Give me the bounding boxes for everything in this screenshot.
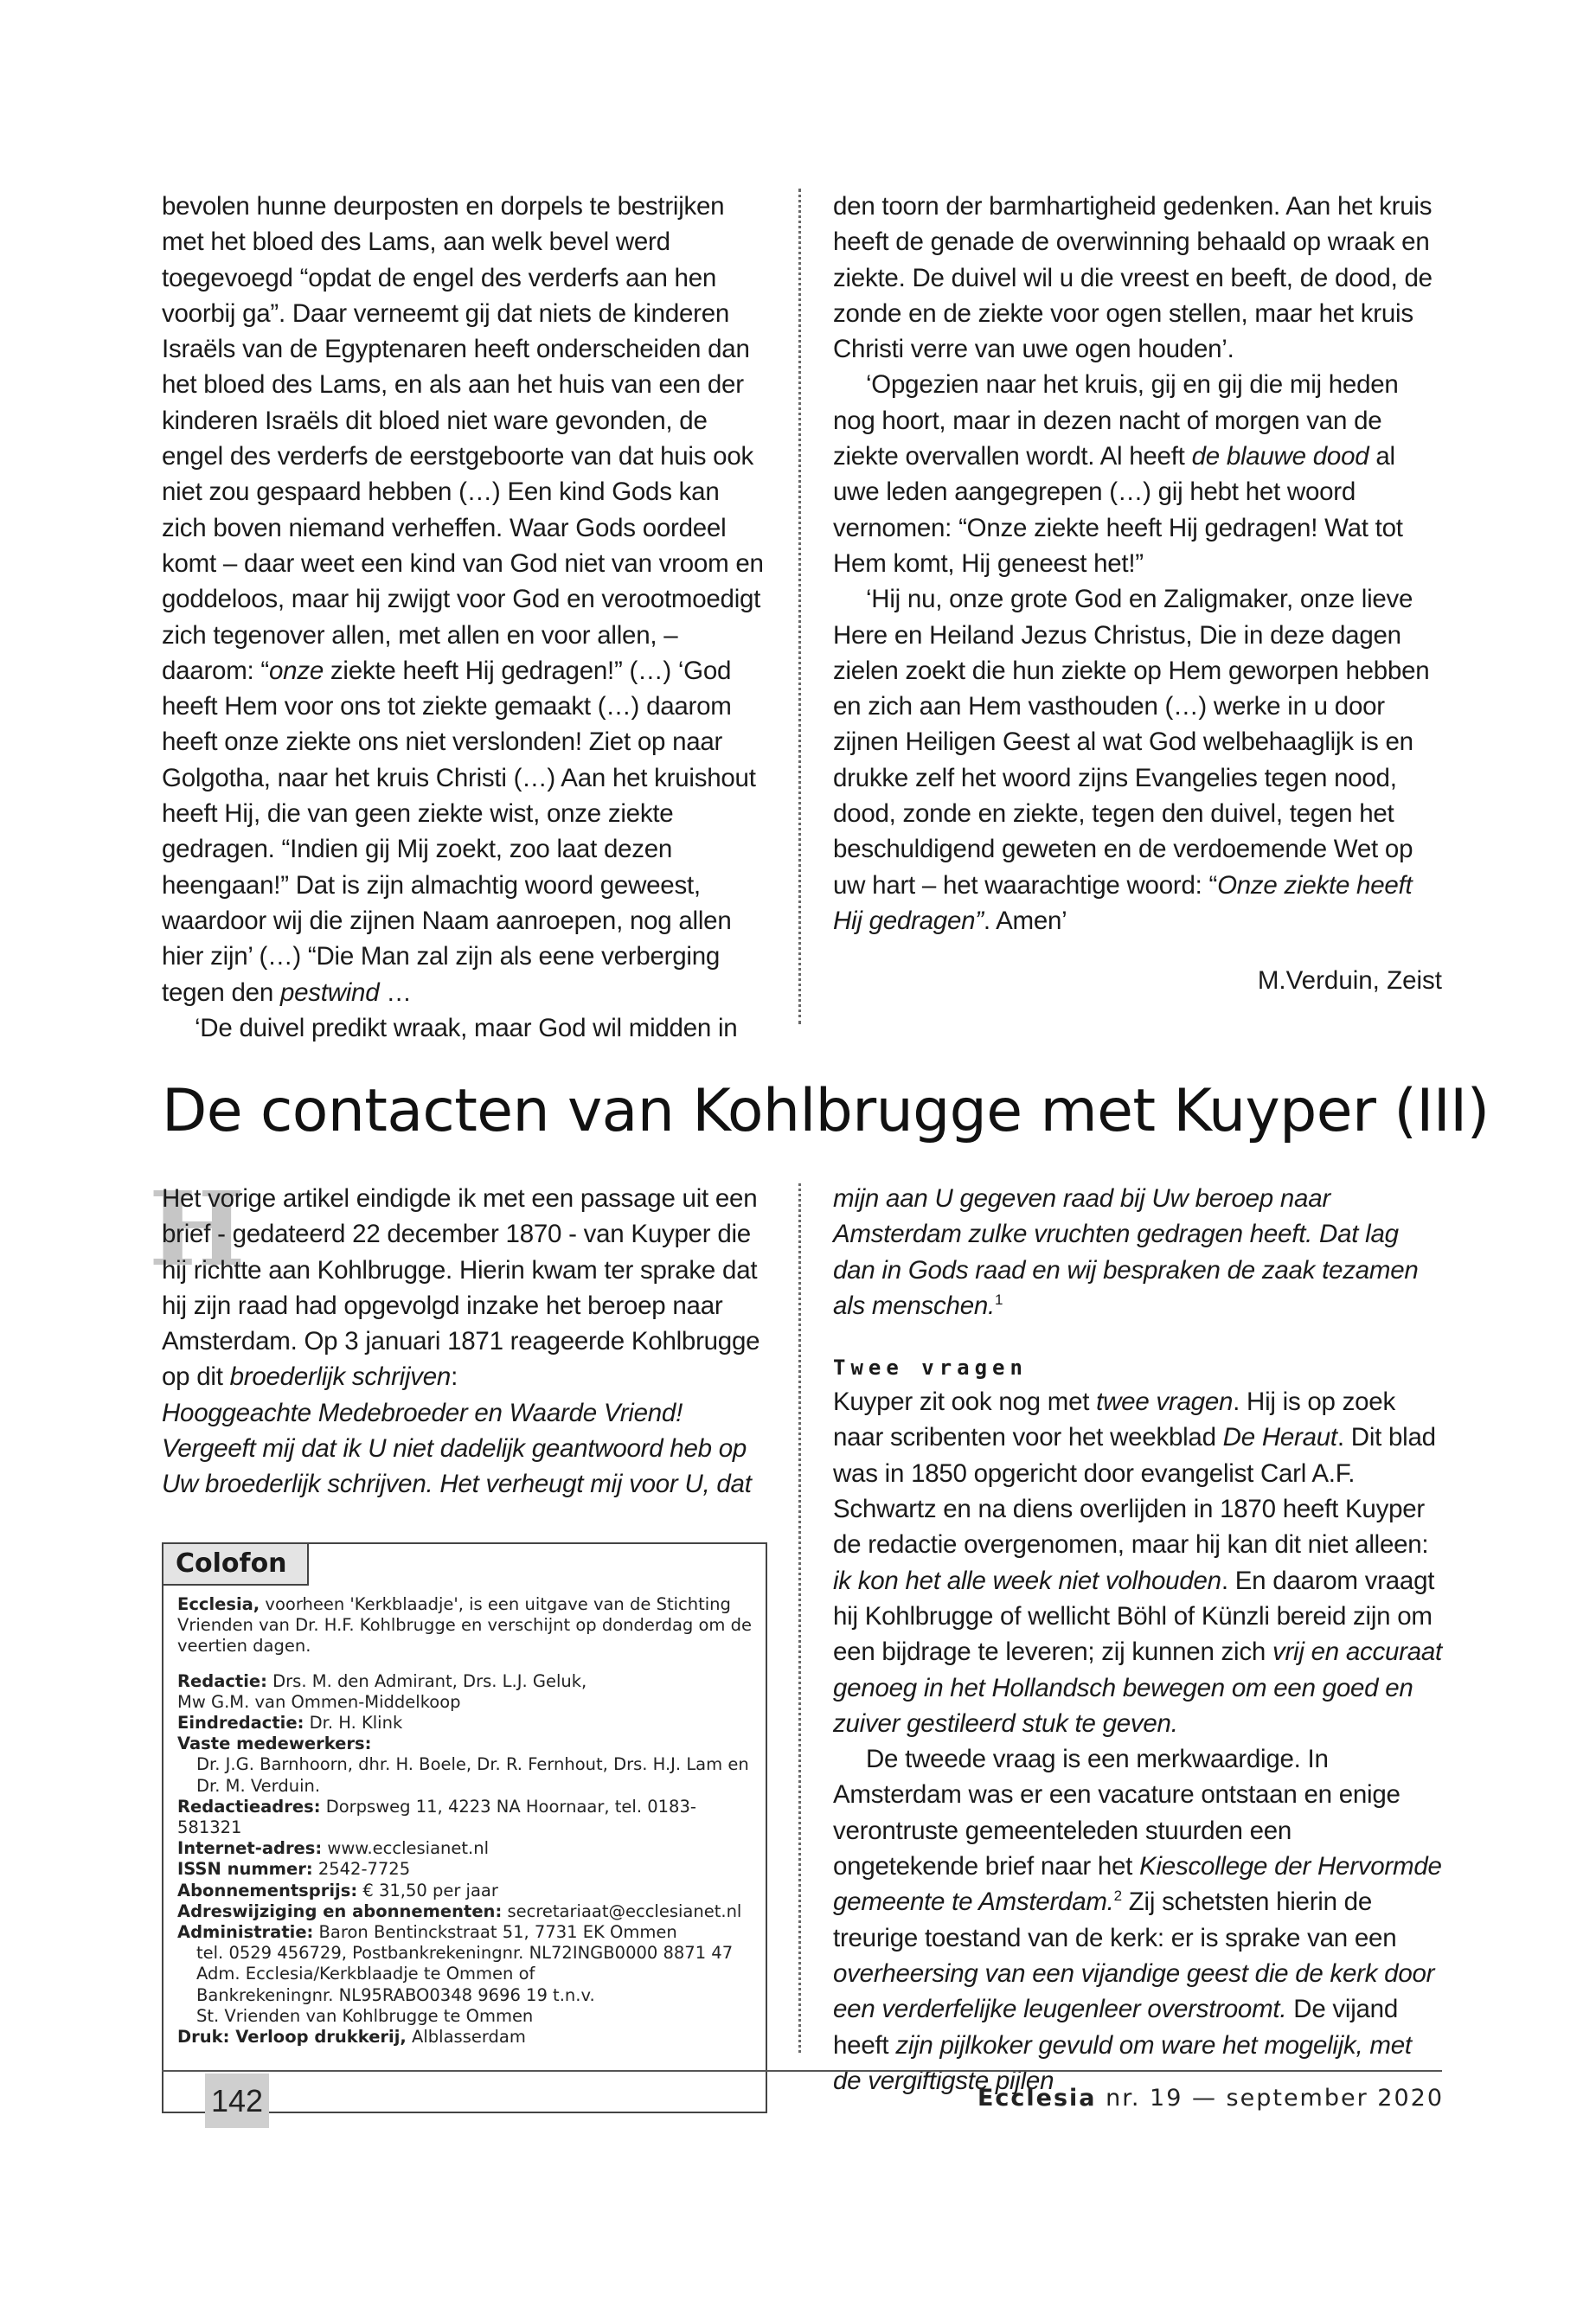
text-run: Dr. H. Klink xyxy=(304,1713,403,1734)
colofon-line: Adm. Ecclesia/Kerkblaadje te Ommen of xyxy=(196,1964,535,1984)
text-run: : xyxy=(451,1362,458,1392)
footer-rule xyxy=(162,2070,1442,2072)
colofon-line xyxy=(177,1922,759,1943)
bold-text: Vaste medewerkers: xyxy=(177,1734,372,1754)
text-run: bevolen hunne deurposten en dorpels te bestrijken met het bloed des Lams, aan welk bevel werd toegevoegd “opdat de engel des verderfs aan hen voorbij ga”. Daar verneemt gij dat niets de kinderen Israëls van de Egyptenaren heeft onderscheiden dan het bloed des Lams, en als aan het huis van een der kinderen Israëls dit bloed niet ware gevonden, de engel des verderfs de eerstgeboorte van dat huis ook niet zou gespaard hebben (…) Een kind Gods kan zich boven niemand verheffen. Waar Gods oordeel komt – daar weet een kind van God niet van vroom en goddeloos, maar hij zwijgt voor God en verootmoedigt zich tegenover allen, met allen en voor allen, – daarom: “ xyxy=(162,192,764,685)
signature: M.Verduin, Zeist xyxy=(1257,966,1442,996)
text-run: € 31,50 per jaar xyxy=(357,1880,498,1900)
colofon-line: tel. 0529 456729, Postbankrekeningnr. NL72INGB0000 8871 47 xyxy=(196,1943,734,1964)
issue-info: nr. 19 — september 2020 xyxy=(1096,2085,1444,2112)
bold-text: Abonnementsprijs: xyxy=(177,1880,358,1900)
text-run: ‘Hij nu, onze grote God en Zaligmaker, onze lieve Here en Heiland Jezus Christus, Die in deze dagen zielen zoekt die hun ziekte op Hem geworpen hebben en zich aan Hem vasthouden (…) werke in u door zijnen Heiligen Geest al wat God welbehaaglijk is en drukke zelf het woord zijns Evangelies tegen nood, dood, zonde en ziekte, tegen den duivel, tegen het beschuldigend geweten en de verdoemende Wet op uw hart – het waarachtige woord: “ xyxy=(833,585,1430,900)
bold-text: Eindredactie: xyxy=(177,1713,304,1734)
italic-text: Hooggeachte Medebroeder en Waarde Vriend! Vergeeft mij dat ik U niet dadelijk geantwoord heb op Uw broederlijk schrijven. Het verheugt mij voor U, dat xyxy=(162,1398,752,1499)
column-divider xyxy=(798,1183,801,2053)
italic-text: overheersing van een vijandige geest die de kerk door een verderfelijke leugenleer overstroomt. xyxy=(833,1958,1435,2024)
footnote-marker: 1 xyxy=(994,1292,1003,1309)
journal-name: Ecclesia xyxy=(977,2085,1097,2112)
column-divider xyxy=(798,189,801,1024)
paragraph: den toorn der barmhartigheid gedenken. Aan het kruis heeft de genade de overwinning behaald op wraak en ziekte. De duivel wil u die vreest en beeft, de dood, de zonde en de ziekte voor ogen stellen, maar het kruis Christi verre van uwe ogen houden’. xyxy=(833,192,1433,364)
bold-text: Druk: Verloop drukkerij, xyxy=(177,2027,407,2048)
bold-text: Adreswijziging en abonnementen: xyxy=(177,1900,503,1921)
article-right-column xyxy=(833,1181,1442,2099)
italic-text: broederlijk schrijven xyxy=(229,1362,452,1392)
italic-text: de blauwe dood xyxy=(1191,442,1369,471)
bold-text: Ecclesia, xyxy=(177,1594,260,1614)
text-run: al uwe leden aangegrepen (…) gij hebt het woord vernomen: “Onze ziekte heeft Hij gedragen! Wat tot Hem komt, Hij geneest het!” xyxy=(833,442,1403,578)
text-run: Baron Bentinckstraat 51, 7731 EK Ommen xyxy=(313,1922,677,1943)
italic-text: Kiescollege der Hervormde gemeente te Amsterdam. xyxy=(833,1852,1442,1917)
colofon-heading: Colofon xyxy=(162,1542,309,1586)
colofon-line xyxy=(177,1671,759,1692)
text-run: ziekte heeft Hij gedragen!” (…) ‘God heeft Hem voor ons tot ziekte gemaakt (…) daarom heeft onze ziekte ons niet verslonden! Ziet op naar Golgotha, naar het kruis Christi (…) Aan het kruishout heeft Hij, die van geen ziekte wist, onze ziekte gedragen. “Indien gij Mij zoekt, zoo laat dezen heengaan!” Dat is zijn almachtig woord geweest, waardoor wij die zijnen Naam aanroepen, nog allen hier zijn’ (…) “Die Man zal zijn als eene verberging tegen den xyxy=(162,656,756,1007)
footnote-marker: 2 xyxy=(1113,1888,1122,1905)
bold-text: ISSN nummer: xyxy=(177,1859,313,1880)
colofon-box xyxy=(162,1542,767,2113)
colofon-line xyxy=(177,1594,759,1657)
italic-text: vrij en accuraat genoeg in het Hollandsch bewegen om een goed en zuiver gestileerd stuk te geven. xyxy=(833,1638,1443,1738)
journal-issue xyxy=(977,2085,1444,2112)
colofon-line: Mw G.M. van Ommen-Middelkoop xyxy=(177,1691,461,1712)
article-left-column xyxy=(162,1181,767,1503)
colofon-line: Bankrekeningnr. NL95RABO0348 9696 19 t.n.v. xyxy=(196,1984,595,2005)
text-run: De vijand heeft xyxy=(833,1995,1398,2060)
paragraph xyxy=(833,581,1442,939)
text-run: . En daarom vraagt hij Kohlbrugge of wellicht Böhl of Künzli bereid zijn om een bijdrage te leveren; zij kunnen zich xyxy=(833,1566,1435,1667)
top-left-column xyxy=(162,189,767,1046)
colofon-content xyxy=(177,1594,759,2048)
quote-paragraph xyxy=(162,1395,767,1503)
text-run: Alblasserdam xyxy=(406,2027,526,2048)
paragraph xyxy=(162,189,767,1010)
italic-text: pestwind xyxy=(279,977,380,1007)
colofon-line xyxy=(177,1881,759,1901)
paragraph xyxy=(833,1384,1442,1741)
colofon-line xyxy=(177,1838,759,1859)
text-run: De tweede vraag is een merkwaardige. In Amsterdam was er een vacature ontstaan en enige verontruste gemeenteleden stuurden een ongetekende brief naar het xyxy=(833,1745,1401,1881)
text-run: . Dit blad was in 1850 opgericht door evangelist Carl A.F. Schwartz en na diens overlijden in 1870 heeft Kuyper de redactie overgenomen, maar hij kan dit niet alleen: xyxy=(833,1423,1436,1560)
text-run: … xyxy=(379,977,412,1007)
text-run: ‘Opgezien naar het kruis, gij en gij die mij heden nog hoort, maar in dezen nacht of morgen van de ziekte overvallen wordt. Al heeft xyxy=(833,370,1399,471)
text-run: 2542-7725 xyxy=(312,1859,411,1880)
top-right-column xyxy=(833,189,1442,1024)
colofon-line xyxy=(177,1901,759,1922)
colofon-line xyxy=(177,1859,759,1880)
paragraph xyxy=(162,1181,767,1395)
text-run: . Hij is op zoek naar scribenten voor het weekblad xyxy=(833,1388,1395,1452)
colofon-line: Dr. J.G. Barnhoorn, dhr. H. Boele, Dr. R. Fernhout, Drs. H.J. Lam en Dr. M. Verduin. xyxy=(196,1754,749,1796)
text-run: Dorpsweg 11, 4223 NA Hoornaar, tel. 0183-581321 xyxy=(177,1796,696,1838)
colofon-line xyxy=(177,1797,759,1838)
colofon-line: St. Vrienden van Kohlbrugge te Ommen xyxy=(196,2005,534,2026)
text-run: Drs. M. den Admirant, Drs. L.J. Geluk, xyxy=(266,1670,587,1691)
colofon-line xyxy=(177,1734,759,1754)
article-title: De contacten van Kohlbrugge met Kuyper (III) xyxy=(162,1077,1490,1145)
bold-text: Redactieadres: xyxy=(177,1796,321,1817)
bold-text: Redactie: xyxy=(177,1670,267,1691)
text-run: . Amen’ xyxy=(983,906,1067,935)
text-run: Zij schetsten hierin de treurige toestand van de kerk: er is sprake van een xyxy=(833,1888,1397,1952)
colofon-line xyxy=(177,2027,759,2048)
text-run: Kuyper zit ook nog met xyxy=(833,1388,1097,1417)
colofon-line xyxy=(177,1713,759,1734)
italic-text: zijn pijlkoker gevuld om ware het mogelijk, met de vergiftigste pijlen xyxy=(833,2030,1412,2095)
page-number: 142 xyxy=(205,2073,269,2128)
italic-text: mijn aan U gegeven raad bij Uw beroep naar Amsterdam zulke vruchten gedragen heeft. Dat lag dan in Gods raad en wij bespraken de zaak tezamen als menschen. xyxy=(833,1184,1419,1320)
section-heading: Twee vragen xyxy=(833,1356,1028,1381)
text-run: secretariaat@ecclesianet.nl xyxy=(502,1900,742,1921)
bold-text: Administratie: xyxy=(177,1922,314,1943)
paragraph xyxy=(833,367,1442,581)
drop-cap: H xyxy=(149,1169,246,1289)
paragraph xyxy=(833,1741,1442,2099)
italic-text: De Heraut xyxy=(1222,1423,1337,1452)
bold-text: Internet-adres: xyxy=(177,1838,323,1859)
text-run: Het vorige artikel eindigde ik met een passage uit een brief - gedateerd 22 december 1870 - van Kuyper die hij richtte aan Kohlbrugge. Hierin kwam ter sprake dat hij zijn raad had opgevolgd inzake het beroep naar Amsterdam. Op 3 januari 1871 reageerde Kohlbrugge op dit xyxy=(162,1184,760,1392)
italic-text: onze xyxy=(269,656,324,685)
quote-paragraph xyxy=(833,1181,1442,1324)
text-run: voorheen 'Kerkblaadje', is een uitgave van de Stichting Vrienden van Dr. H.F. Kohlbrugge en verschijnt op donderdag om de veertien dagen. xyxy=(177,1594,752,1657)
paragraph: ‘De duivel predikt wraak, maar God wil midden in xyxy=(195,1013,738,1042)
italic-text: ik kon het alle week niet volhouden xyxy=(833,1566,1221,1595)
italic-text: twee vragen xyxy=(1096,1388,1234,1417)
text-run: www.ecclesianet.nl xyxy=(322,1838,490,1859)
italic-text: Onze ziekte heeft Hij gedragen” xyxy=(833,870,1413,935)
